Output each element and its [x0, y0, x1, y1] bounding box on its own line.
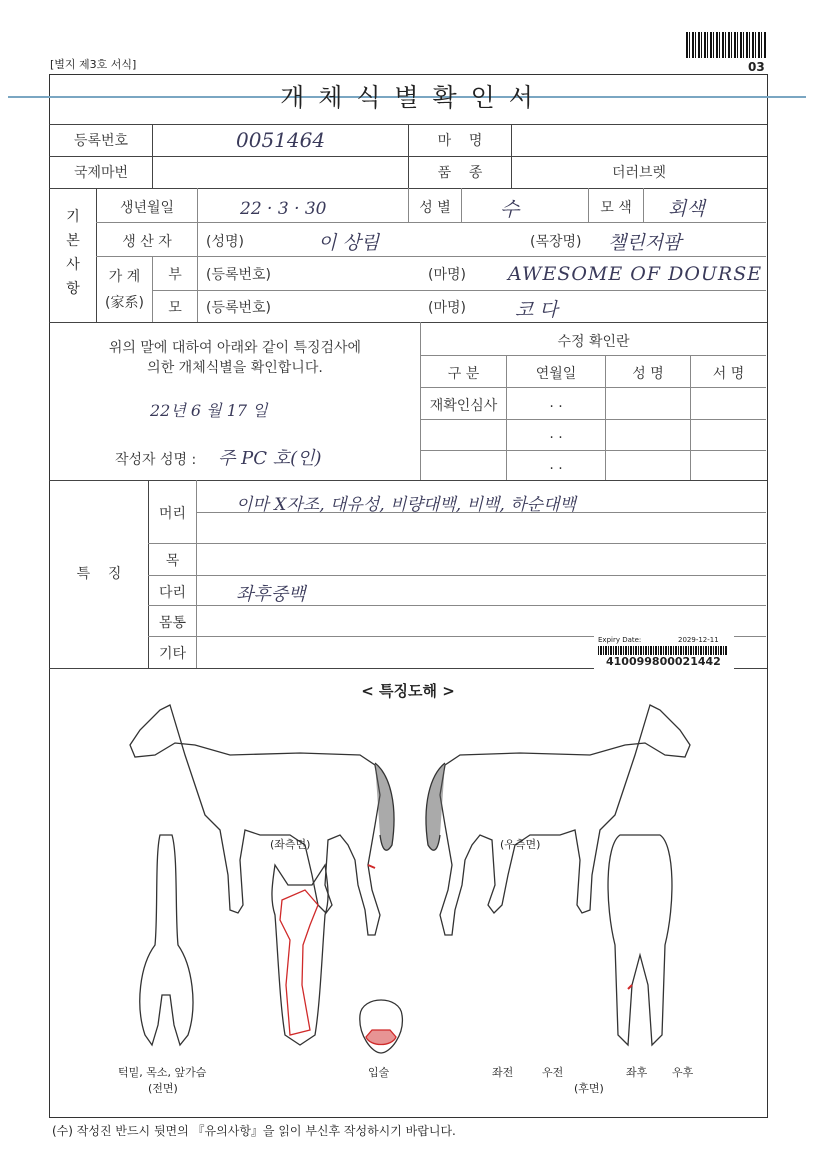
color-value: 회색 — [668, 198, 705, 220]
dam-name: 코 다 — [515, 299, 558, 321]
expiry-sticker — [594, 636, 734, 670]
rear-label: (후면) — [574, 1082, 604, 1095]
rear-view-horse — [608, 835, 672, 1045]
mod-title: 수정 확인란 — [557, 334, 630, 350]
feature-body-label: 몸통 — [158, 615, 187, 631]
breed-label: 품 종 — [437, 165, 483, 181]
feature-other-label: 기타 — [158, 646, 187, 662]
basic-section-label: 기 본 사 항 — [66, 209, 80, 297]
feature-head-value: 이마 X자조, 대유성, 비량대백, 비백, 하순대백 — [236, 495, 576, 515]
dob-label: 생년월일 — [119, 200, 175, 216]
color-label: 모 색 — [600, 200, 632, 216]
writer-value: 주 PC 호(인) — [218, 448, 322, 469]
diagram-title: < 특징도해 > — [361, 682, 455, 700]
sex-label: 성 별 — [419, 200, 451, 216]
sire-label: 부 — [168, 267, 182, 283]
feature-neck-label: 목 — [165, 553, 180, 569]
sire-name: AWESOME OF DOURSE — [508, 263, 763, 285]
confirm-text-1: 위의 말에 대하여 아래와 같이 특징검사에 — [108, 340, 362, 356]
breed-value: 더러브렛 — [611, 165, 667, 181]
page-title: 개 체 식 별 확 인 서 — [280, 83, 536, 112]
muzzle-red-marking — [366, 1030, 396, 1045]
left-side-caption: (좌측면) — [270, 838, 311, 851]
muzzle-caption: 입술 — [368, 1066, 390, 1079]
farm-prefix: (목장명) — [530, 234, 582, 250]
mod-row1-date: . . — [549, 395, 563, 411]
pedigree-label: 가 계 — [108, 269, 141, 285]
left-side-horse — [130, 705, 380, 935]
head-red-marking — [280, 890, 318, 1035]
feature-leg-value: 좌후중백 — [236, 584, 306, 605]
dam-name-prefix: (마명) — [428, 300, 466, 316]
writer-label: 작성자 성명 : — [115, 452, 197, 468]
expiry-value: 2029-12-11 — [678, 636, 719, 644]
mod-header-sign: 서 명 — [712, 366, 745, 382]
front-label: (전면) — [148, 1082, 178, 1095]
dam-label: 모 — [168, 300, 182, 316]
footer-notice: (수) 작성진 반드시 뒷면의 『유의사항』을 읽이 부신후 작성하시기 바랍니다. — [52, 1124, 456, 1138]
right-side-horse — [440, 705, 690, 935]
expiry-label: Expiry Date: — [598, 636, 642, 644]
rear-caption-lh: 좌후 — [626, 1066, 648, 1079]
barcode-icon — [686, 32, 766, 58]
sticker-barcode-icon — [598, 646, 728, 655]
rear-caption-rh: 우후 — [672, 1066, 694, 1079]
mod-row2-date: . . — [549, 426, 563, 442]
front-caption: 턱밑, 목소, 앞가슴 — [118, 1066, 207, 1079]
pedigree-sub: (家系) — [105, 295, 144, 311]
right-side-caption: (우측면) — [500, 838, 541, 851]
reg-no-value: 0051464 — [236, 128, 326, 152]
confirm-text-2: 의한 개체식별을 확인합니다. — [147, 360, 323, 376]
features-section-label: 특 징 — [76, 566, 122, 582]
sticker-code: 410099800021442 — [606, 655, 721, 668]
front-view-horse — [140, 835, 193, 1045]
form-number: [별지 제3호 서식] — [50, 58, 137, 71]
sire-reg-prefix: (등록번호) — [206, 267, 272, 283]
farm-name: 챌린저팜 — [608, 232, 682, 254]
feature-leg-label: 다리 — [158, 585, 187, 601]
mod-header-type: 구 분 — [447, 366, 480, 382]
reg-no-label: 등록번호 — [73, 133, 129, 149]
mod-row3-date: . . — [549, 457, 563, 473]
breeder-name: 이 상림 — [318, 232, 380, 254]
breeder-label: 생 산 자 — [122, 234, 172, 250]
intl-name-label: 국제마번 — [73, 165, 129, 181]
confirm-date: 22년 6 월 17 일 — [150, 401, 268, 420]
feature-head-label: 머리 — [158, 506, 187, 522]
page-code: 03 — [748, 60, 765, 74]
horse-name-label: 마 명 — [437, 133, 483, 149]
mod-header-date: 연월일 — [535, 366, 577, 382]
rear-caption-rf: 우전 — [542, 1066, 564, 1079]
sex-value: 수 — [500, 197, 520, 221]
breeder-name-prefix: (성명) — [206, 234, 244, 250]
mod-header-name: 성 명 — [632, 366, 664, 382]
horse-diagram — [100, 685, 720, 1065]
sire-name-prefix: (마명) — [428, 267, 466, 283]
mod-row-label: 재확인심사 — [429, 398, 498, 414]
dam-reg-prefix: (등록번호) — [206, 300, 272, 316]
dob-value: 22 · 3 · 30 — [240, 199, 327, 219]
rear-caption-lf: 좌전 — [492, 1066, 514, 1079]
